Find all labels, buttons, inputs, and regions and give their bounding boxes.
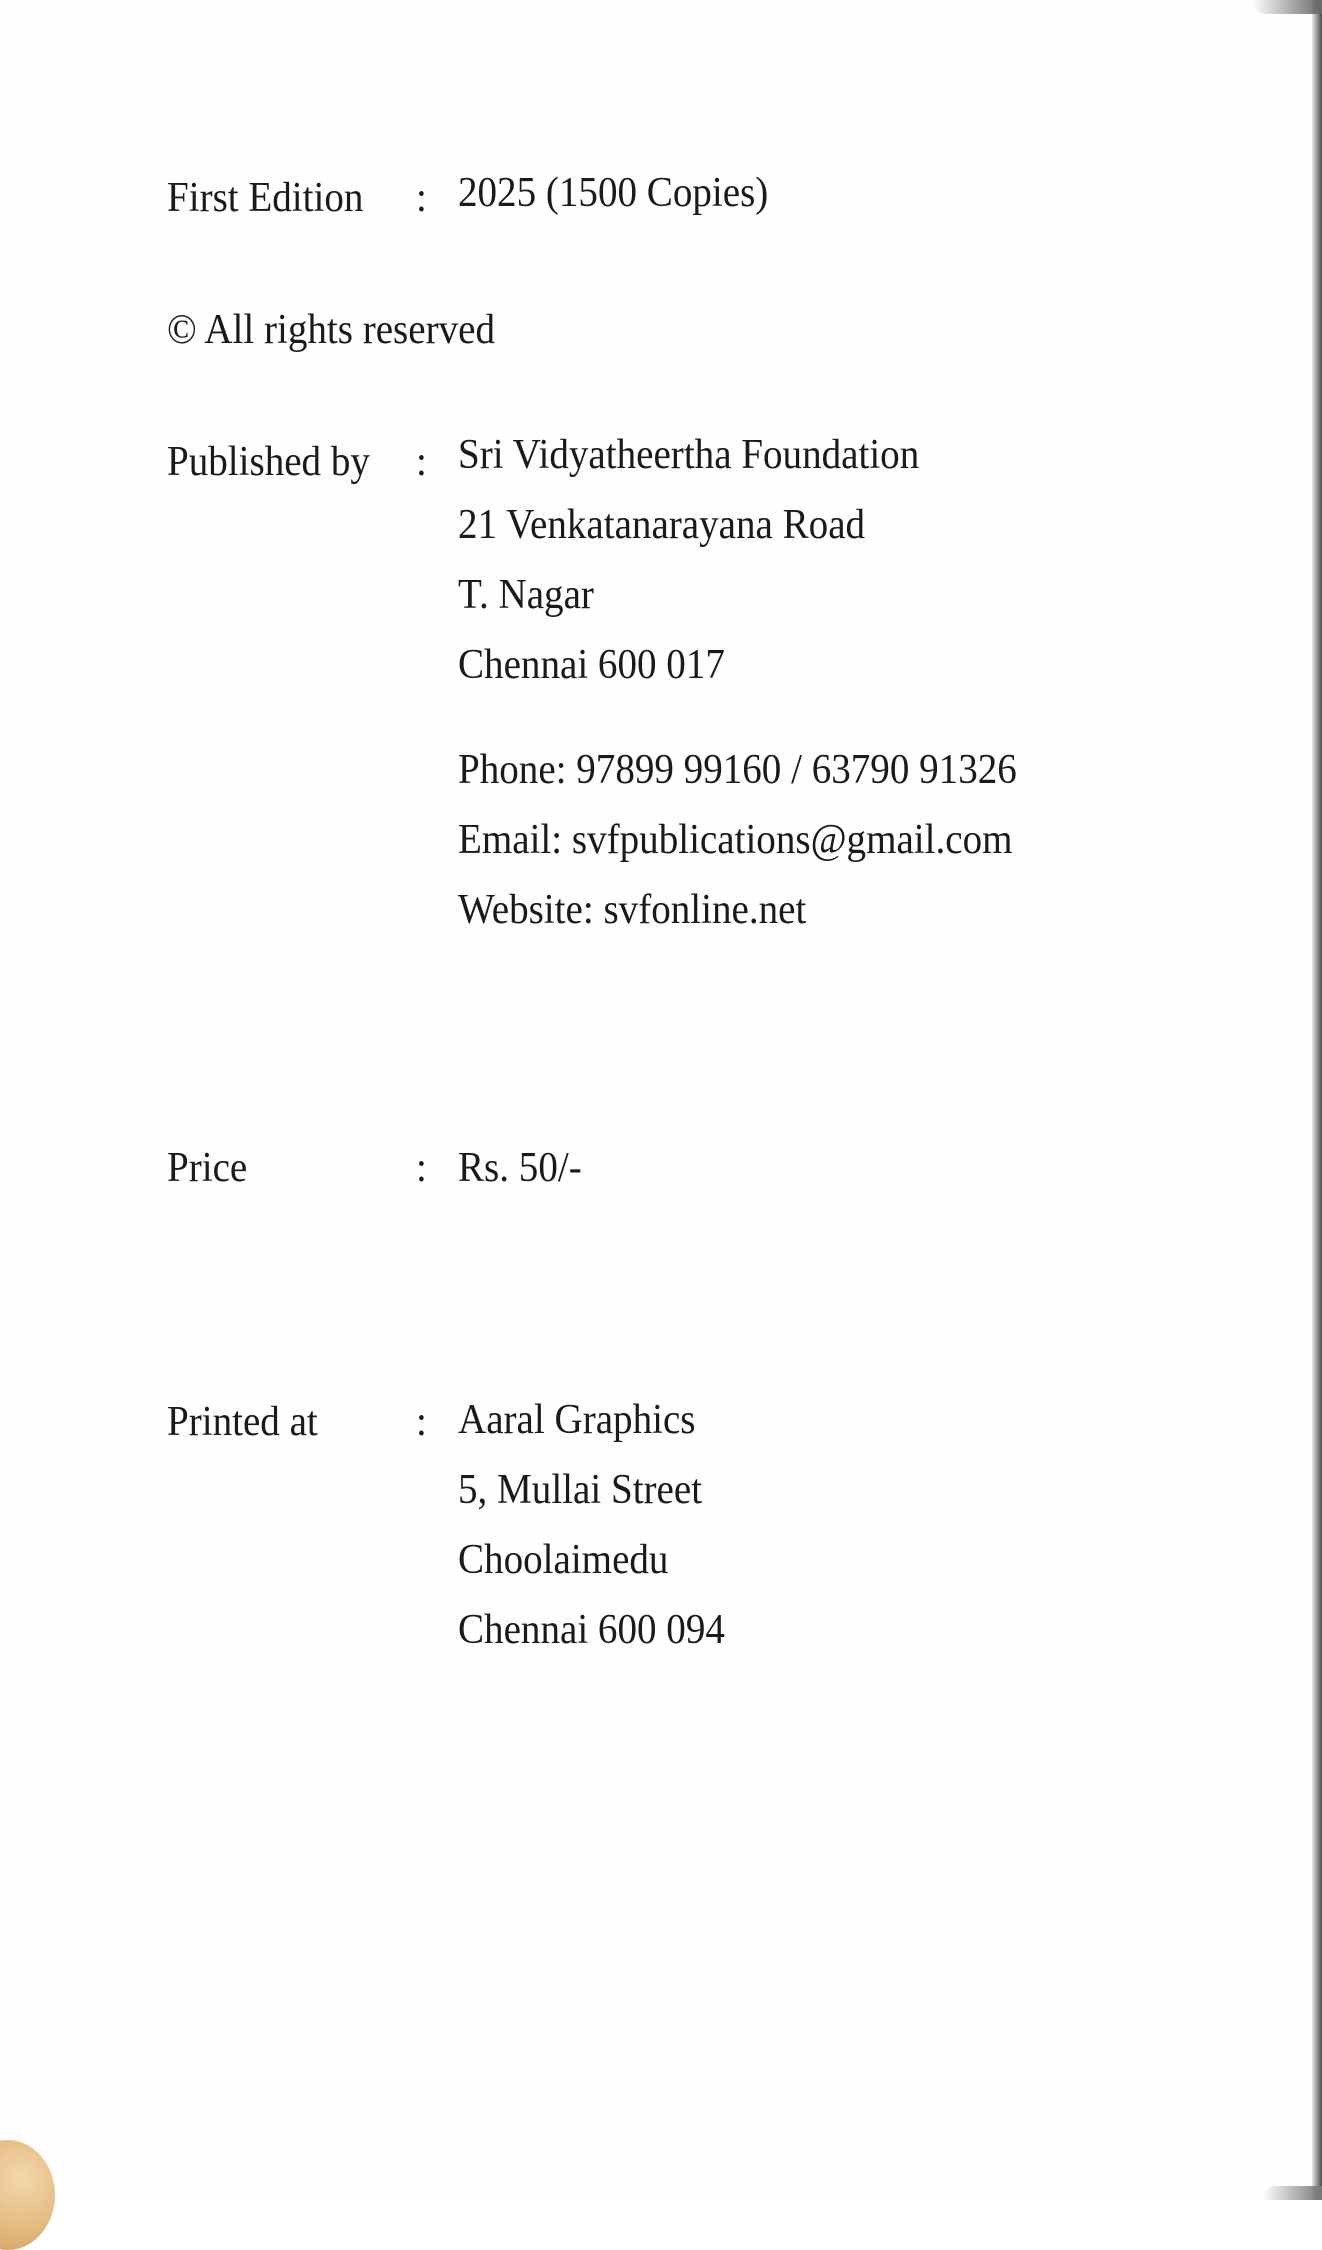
printer-colon: : bbox=[416, 1399, 427, 1445]
publisher-email: Email: svfpublications@gmail.com bbox=[458, 817, 1013, 863]
printer-city: Chennai 600 094 bbox=[458, 1607, 725, 1653]
price-colon: : bbox=[416, 1145, 427, 1191]
price-label: Price bbox=[167, 1145, 248, 1191]
printer-area: Choolaimedu bbox=[458, 1537, 669, 1583]
printer-street: 5, Mullai Street bbox=[458, 1467, 703, 1513]
publisher-website: Website: svfonline.net bbox=[458, 887, 807, 933]
edition-label: First Edition bbox=[167, 175, 364, 221]
edition-colon: : bbox=[416, 175, 427, 221]
copyright-notice: © All rights reserved bbox=[167, 307, 495, 353]
publisher-label: Published by bbox=[167, 439, 370, 485]
publisher-colon: : bbox=[416, 439, 427, 485]
page-corner-shadow-bottom bbox=[1262, 2186, 1322, 2200]
page-binding-edge bbox=[1312, 0, 1322, 2200]
edition-value: 2025 (1500 Copies) bbox=[458, 170, 769, 216]
printer-name: Aaral Graphics bbox=[458, 1397, 696, 1443]
page-corner-shadow-top bbox=[1252, 0, 1322, 14]
publisher-phone: Phone: 97899 99160 / 63790 91326 bbox=[458, 747, 1017, 793]
publisher-city: Chennai 600 017 bbox=[458, 642, 725, 688]
publisher-area: T. Nagar bbox=[458, 572, 594, 618]
publisher-street: 21 Venkatanarayana Road bbox=[458, 502, 866, 548]
publisher-name: Sri Vidyatheertha Foundation bbox=[458, 432, 920, 478]
printer-label: Printed at bbox=[167, 1399, 318, 1445]
price-value: Rs. 50/- bbox=[458, 1145, 582, 1191]
